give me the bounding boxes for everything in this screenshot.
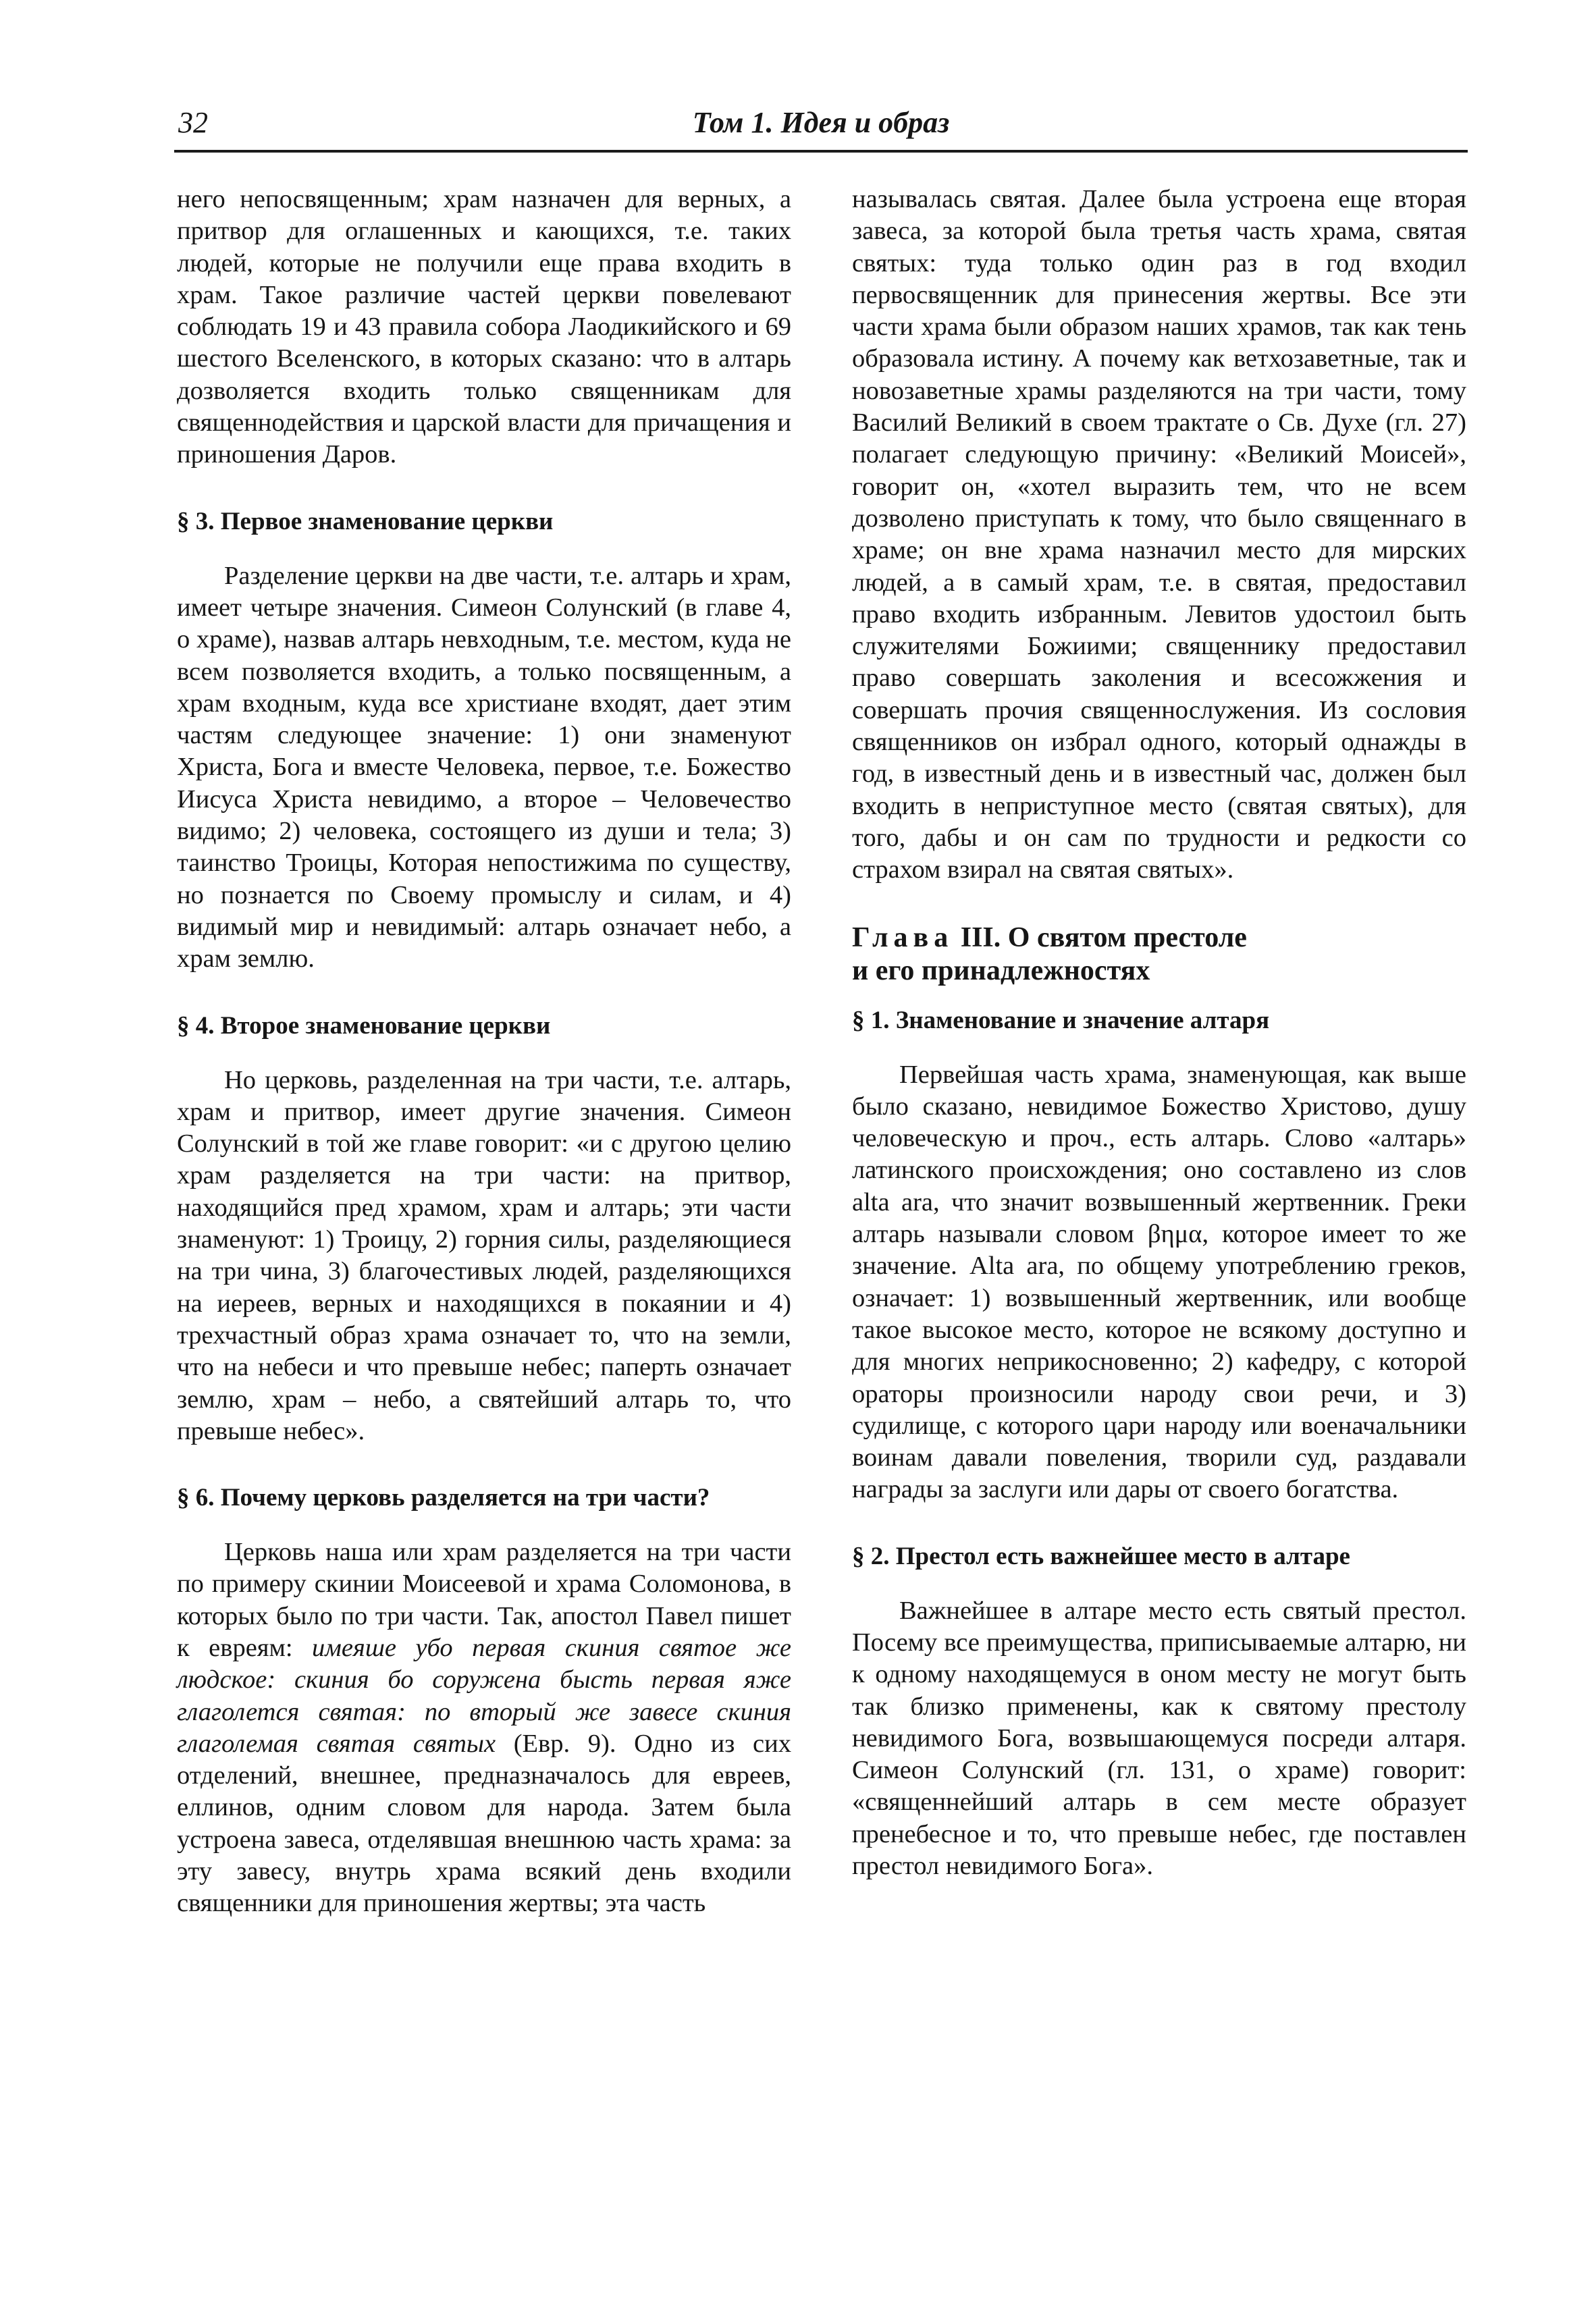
paragraph-continuation: называлась святая. Далее была устроена еще вторая завеса, за которой была третья часть храма, святая святых: туда только один раз в год входил первосвященник для принесения жертвы. Все эти части храма были образом наших храмов, так как тень образовала истину. А почему как ветхозаветные, так и новозаветные храмы разделяются на три части, тому Василий Великий в своем трактате о Св. Духе (гл. 27) полагает следующую причину: «Великий Моисей», говорит он, «хотел выразить тем, что не всем дозволено приступать к тому, что было священнаго в храме; он вне храма назначил место для мирских людей, а в самый храм, т.е. в святая, предоставил право входить избранным. Левитов удостоил быть служителями Божиими; священнику предоставил право совершать заколения и всесожжения и совершать прочия священнослужения. Из сословия священников он избрал одного, который однажды в год, в известный день и в известный час, должен был входить в неприступное место (святая святых), для того, дабы и он сам по трудности и редкости со страхом взирал на святая святых». xyxy=(852,185,1466,884)
paragraph-section-2: Важнейшее в алтаре место есть святый престол. Посему все преимущества, приписываемые алтарю, ни к одному находящемуся в оном месту не могут быть так близко применены, как к святому престолу невидимого Бога, возвышающемуся посреди алтаря. Симеон Солунский (гл. 131, о храме) говорит: «священнейший алтарь в сем месте образует пренебесное и то, что превыше небес, где поставлен престол невидимого Бога». xyxy=(852,1596,1466,1881)
scripture-quote: имеяше убо первая скиния святое же людское: скиния бо соружена бысть первая яже глаголется святая: по вторый же завесе скиния глаголемая святая святых xyxy=(177,1633,791,1758)
chapter-subtitle: и его принадлежностях xyxy=(852,955,1150,986)
heading-section-2: § 2. Престол есть важнейшее место в алтаре xyxy=(852,1542,1350,1570)
paragraph-section-3: Разделение церкви на две части, т.е. алтарь и храм, имеет четыре значения. Симеон Солунский (в главе 4, о храме), назвав алтарь невходным, т.е. местом, куда не всем позволяется входить, а только посвященным, а храм входным, куда все христиане входят, дает этим частям следующее значение: 1) они знаменуют Христа, Бога и вместе Человека, первое, т.е. Божество Иисуса Христа невидимо, а второе – Человечество видимо; 2) человека, состоящего из души и тела; 3) таинство Троицы, Которая непостижима по существу, но познается по Своему промыслу и силам, и 4) видимый мир и невидимый: алтарь означает небо, а храм землю. xyxy=(177,561,791,973)
page-number: 32 xyxy=(178,106,208,139)
paragraph-section-6 xyxy=(177,1536,791,1920)
paragraph-section-6-lead: Церковь наша или храм разделяется на три части по примеру скинии Моисеевой и храма Соломонова, в которых было по три части. Так, апостол Павел пишет к евреям: xyxy=(177,1538,791,1662)
paragraph-section-6-rest: (Евр. 9). Одно из сих отделений, внешнее, предназначалось для евреев, еллинов, одним словом для народа. Затем была устроена завеса, отделявшая внешнюю часть храма: за эту завесу, внутрь храма всякий день входили священники для приношения жертвы; эта часть xyxy=(177,1729,791,1918)
paragraph-section-4: Но церковь, разделенная на три части, т.е. алтарь, храм и притвор, имеет другие значения. Симеон Солунский в той же главе говорит: «и с другою целию храм разделяется на три части: на притвор, находящийся пред храмом, храм и алтарь; эти части знаменуют: 1) Троицу, 2) горния силы, разделяющиеся на три чина, 3) благочестивых людей, разделяющихся на иереев, верных и находящихся в покаянии и 4) трехчастный образ храма означает то, что на земли, что на небеси и что превыше небес; паперть означает землю, храм – небо, а святейший алтарь то, что превыше небес». xyxy=(177,1065,791,1445)
left-column xyxy=(177,184,791,1920)
paragraph-section-1: Первейшая часть храма, знаменующая, как выше было сказано, невидимое Божество Христово, душу человеческую и проч., есть алтарь. Слово «алтарь» латинского происхождения; оно составлено из слов alta ara, что значит возвышенный жертвенник. Греки алтарь называли словом βημα, которое имеет то же значение. Alta ara, по общему употреблению греков, означает: 1) возвышенный жертвенник, или вообще такое высокое место, которое не всякому доступно и для многих неприкосновенно; 2) кафедру, с которой ораторы произносили народу свои речи, и 3) судилище, с которого цари народу или военачальники воинам давали повеления, творили суд, раздавали награды за заслуги или дары от своего богатства. xyxy=(852,1060,1466,1504)
heading-section-4: § 4. Второе знаменование церкви xyxy=(177,1011,551,1040)
heading-section-3: § 3. Первое знаменование церкви xyxy=(177,507,554,535)
heading-section-1: § 1. Знаменование и значение алтаря xyxy=(852,1006,1270,1034)
heading-section-6: § 6. Почему церковь разделяется на три части? xyxy=(177,1484,710,1512)
paragraph-intro: него непосвященным; храм назначен для верных, а притвор для оглашенных и кающихся, т.е. таких людей, которые не получили еще права входить в храм. Такое различие частей церкви повелевают соблюдать 19 и 43 правила собора Лаодикийского и 69 шестого Вселенского, в которых сказано: что в алтарь дозволяется входить только священникам для священнодействия и царской власти для причащения и приношения Даров. xyxy=(177,185,791,469)
chapter-title: III. О святом престоле xyxy=(960,921,1247,953)
right-column xyxy=(852,184,1466,1882)
running-head xyxy=(174,103,1468,153)
chapter-label: Глава xyxy=(852,921,954,953)
chapter-heading xyxy=(852,921,1466,955)
running-title: Том 1. Идея и образ xyxy=(692,106,950,139)
